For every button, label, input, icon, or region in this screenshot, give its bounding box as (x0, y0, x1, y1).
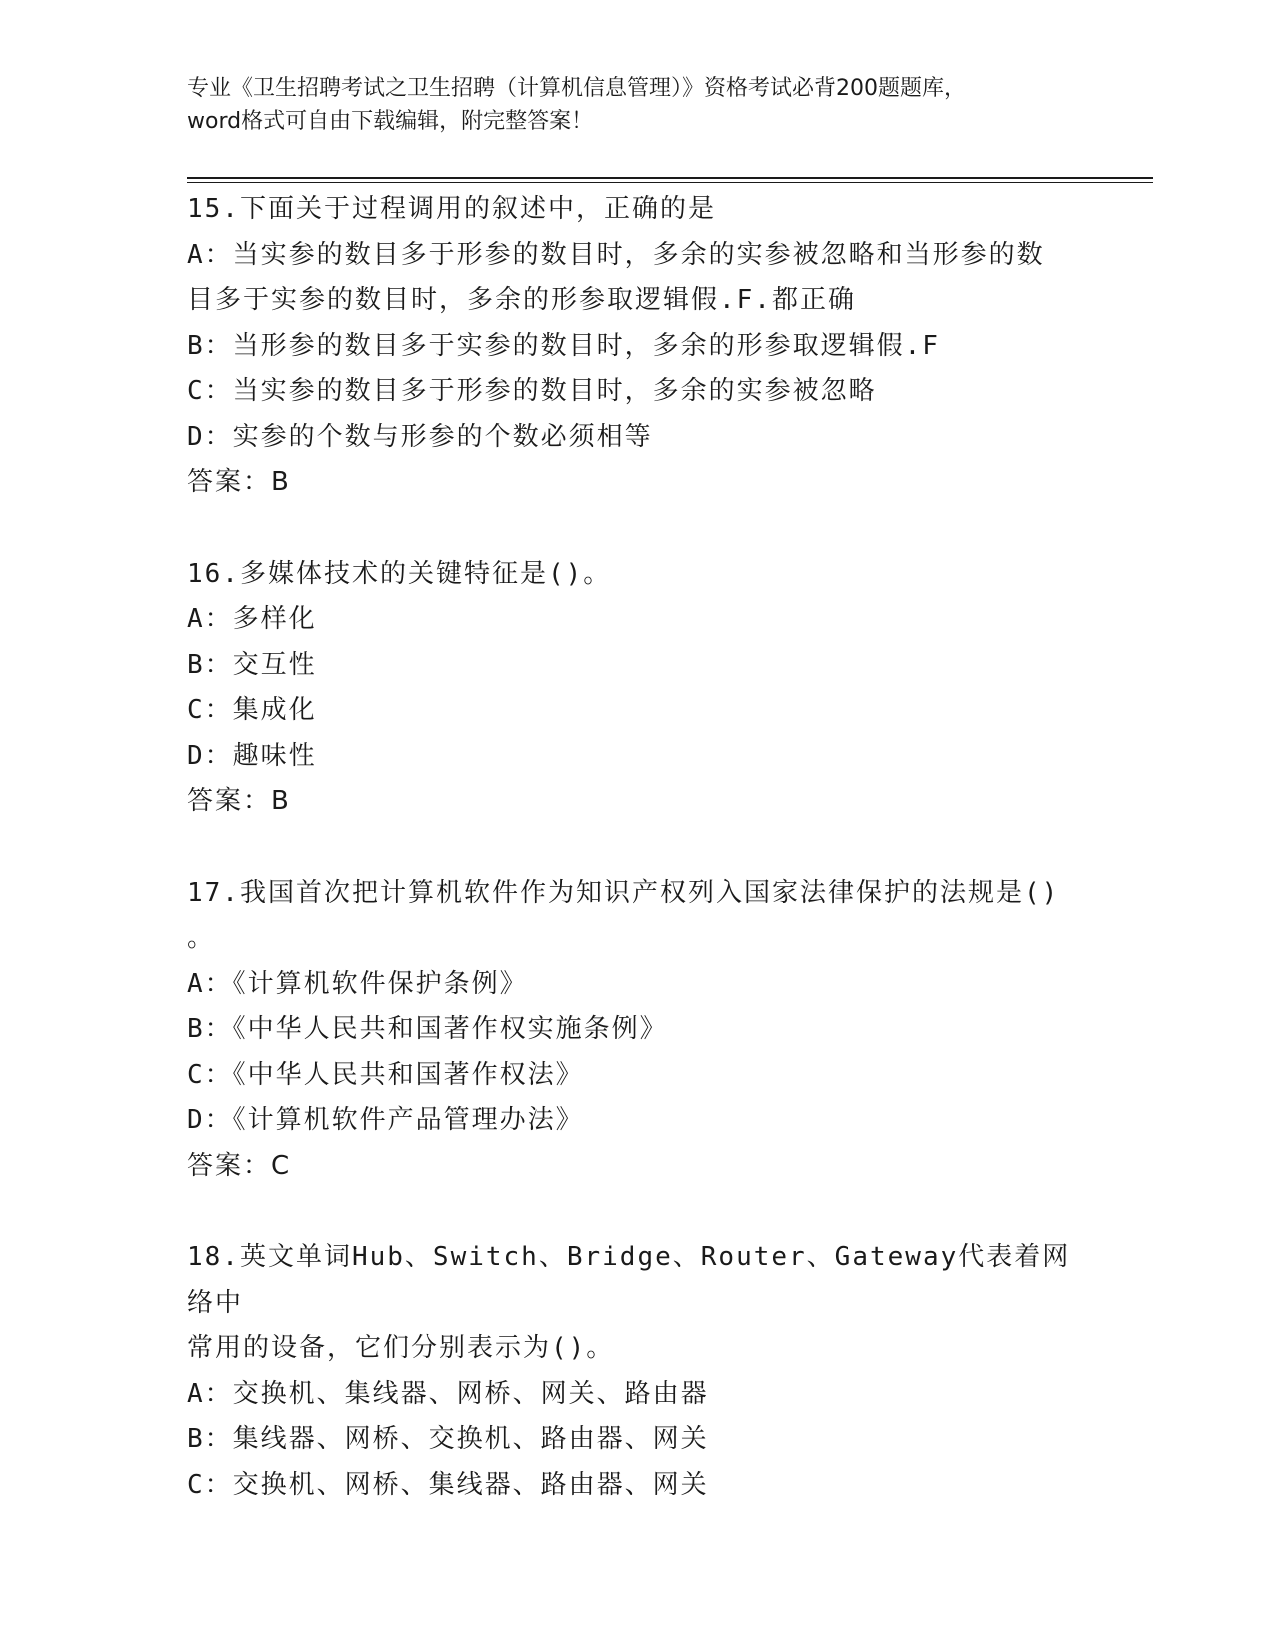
question-block (187, 1235, 1077, 1508)
option-line: C：集成化 (187, 695, 317, 725)
option-line: A：交换机、集线器、网桥、网关、路由器 (187, 1378, 709, 1409)
question-block (187, 552, 1077, 825)
option-line: C：当实参的数目多于形参的数目时，多余的实参被忽略 (187, 376, 877, 406)
document-header (187, 72, 1067, 138)
answer-label: 答案：B (187, 467, 291, 497)
question-stem-line: 15.下面关于过程调用的叙述中，正确的是 (187, 194, 716, 224)
option-line: A：《计算机软件保护条例》 (187, 968, 528, 999)
option-line: D：实参的个数与形参的个数必须相等 (187, 421, 653, 452)
option-line: B：交互性 (187, 649, 317, 680)
header-line-1: 专业《卫生招聘考试之卫生招聘（计算机信息管理）》资格考试必背200题题库， (187, 76, 966, 101)
answer-label: 答案：B (187, 786, 291, 816)
option-line: D：趣味性 (187, 740, 317, 771)
option-line: A：多样化 (187, 604, 317, 634)
option-line: D：《计算机软件产品管理办法》 (187, 1105, 584, 1135)
question-block (187, 187, 1077, 506)
question-stem-line: 常用的设备，它们分别表示为()。 (187, 1333, 615, 1363)
question-stem-line: 18.英文单词Hub、Switch、Bridge、Router、Gateway代表着网络中 (187, 1242, 1071, 1318)
header-divider-thin (187, 182, 1153, 183)
option-line: B：《中华人民共和国著作权实施条例》 (187, 1014, 668, 1044)
option-line: B：当形参的数目多于实参的数目时，多余的形参取逻辑假.F (187, 330, 940, 361)
header-line-2: word格式可自由下载编辑，附完整答案！ (187, 109, 594, 134)
header-divider-thick (187, 177, 1153, 179)
option-line: C：交换机、网桥、集线器、路由器、网关 (187, 1469, 709, 1500)
question-stem-line: 17.我国首次把计算机软件作为知识产权列入国家法律保护的法规是() (187, 877, 1060, 908)
question-list (187, 187, 1077, 1554)
question-stem-line: 16.多媒体技术的关键特征是()。 (187, 558, 612, 589)
answer-label: 答案：C (187, 1150, 292, 1181)
option-line: 目多于实参的数目时，多余的形参取逻辑假.F.都正确 (187, 285, 856, 315)
option-line: C：《中华人民共和国著作权法》 (187, 1059, 584, 1090)
option-line: B：集线器、网桥、交换机、路由器、网关 (187, 1424, 709, 1454)
option-line: A：当实参的数目多于形参的数目时，多余的实参被忽略和当形参的数 (187, 239, 1045, 270)
question-block (187, 871, 1077, 1190)
question-stem-line: 。 (187, 923, 216, 953)
